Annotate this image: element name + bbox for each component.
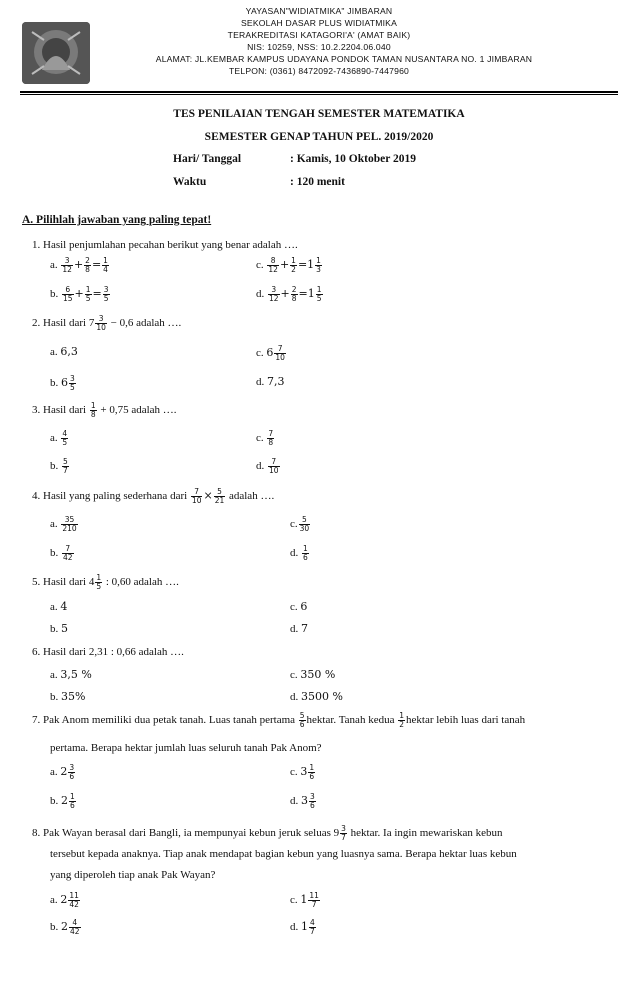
q3-option-a: a. $\frac{4}{5}$ [50, 429, 68, 447]
question-7-line2: pertama. Berapa hektar jumlah luas seluruh tanah Pak Anom? [50, 742, 322, 754]
q6-option-c: c. 350 % [290, 668, 336, 681]
q2-option-b: b. 6 $\frac{3}{5}$ [50, 374, 75, 392]
question-4: 4. Hasil yang paling sederhana dari $\frac{7}{10}$ × $\frac{5}{21}$ adalah …. [32, 487, 275, 505]
header-phone: TELPON: (0361) 8472092-7436890-7447960 [228, 66, 410, 76]
q7-option-c: c. 3 $\frac{1}{6}$ [290, 763, 315, 781]
q6-option-a: a. 3,5 % [50, 668, 92, 681]
question-8-line2: tersebut kepada anaknya. Tiap anak mendapat bagian kebun yang luasnya sama. Berapa hektar luas kebun [50, 848, 517, 860]
day-value: : Kamis, 10 Oktober 2019 [290, 153, 416, 165]
q1-option-a: a. $\frac{3}{12}$ + $\frac{2}{8}$ = $\frac{1}{4}$ [50, 256, 108, 274]
header-school: SEKOLAH DASAR PLUS WIDIATMIKA [240, 18, 398, 28]
q2-option-d: d. 7,3 [256, 375, 285, 388]
question-7-line1: 7. Pak Anom memiliki dua petak tanah. Luas tanah pertama $\frac{5}{6}$ hektar. Tanah kedua $\frac{1}{2}$ hektar lebih luas dari tanah [32, 711, 526, 729]
header-foundation: YAYASAN"WIDIATMIKA" JIMBARAN [245, 6, 393, 16]
header-accreditation: TERAKREDITASI KATAGORI'A' (AMAT BAIK) [227, 30, 411, 40]
question-6: 6. Hasil dari 2,31 : 0,66 adalah …. [32, 646, 184, 658]
day-label: Hari/ Tanggal [173, 153, 242, 165]
header-nis: NIS: 10259, NSS: 10.2.2204.06.040 [247, 42, 391, 52]
time-value: : 120 menit [290, 176, 345, 188]
q4-option-a: a. $\frac{35}{210}$ [50, 515, 77, 533]
exam-title: TES PENILAIAN TENGAH SEMESTER MATEMATIKA [173, 108, 465, 120]
time-label: Waktu [173, 176, 207, 188]
q7-option-d: d. 3 $\frac{3}{6}$ [290, 792, 315, 810]
header-address: ALAMAT: JL.KEMBAR KAMPUS UDAYANA PONDOK TAMAN NUSANTARA NO. 1 JIMBARAN [155, 54, 533, 64]
header-rule [20, 91, 618, 93]
q8-option-b: b. 2 $\frac{4}{42}$ [50, 918, 80, 936]
question-1: 1. Hasil penjumlahan pecahan berikut yang benar adalah …. [32, 239, 298, 251]
section-heading: A. Pilihlah jawaban yang paling tepat! [22, 214, 212, 226]
header-rule-thin [20, 94, 618, 95]
q3-option-d: d. $\frac{7}{10}$ [256, 457, 279, 475]
q6-option-b: b. 35% [50, 690, 86, 703]
q1-option-c: c. $\frac{8}{12}$ + $\frac{1}{2}$ =1 $\frac{1}{3}$ [256, 256, 321, 274]
q3-option-b: b. $\frac{5}{7}$ [50, 457, 68, 475]
q4-option-d: d. $\frac{1}{6}$ [290, 544, 308, 562]
q5-option-c: c. 6 [290, 600, 308, 613]
q5-option-d: d. 7 [290, 622, 308, 635]
q4-option-c: c. $\frac{5}{30}$ [290, 515, 310, 533]
q3-option-c: c. $\frac{7}{8}$ [256, 429, 274, 447]
q1-option-d: d. $\frac{3}{12}$ + $\frac{2}{8}$ =1 $\frac{1}{5}$ [256, 285, 322, 303]
question-8-line3: yang diperoleh tiap anak Pak Wayan? [50, 869, 216, 881]
q5-option-b: b. 5 [50, 622, 68, 635]
question-5: 5. Hasil dari 4 $\frac{1}{5}$ : 0,60 adalah …. [32, 573, 179, 591]
q8-option-d: d. 1 $\frac{4}{7}$ [290, 918, 315, 936]
q8-option-c: c. 1 $\frac{11}{7}$ [290, 891, 319, 909]
q4-option-b: b. $\frac{7}{42}$ [50, 544, 73, 562]
question-3: 3. Hasil dari $\frac{1}{8}$ + 0,75 adalah …. [32, 401, 177, 419]
q7-option-a: a. 2 $\frac{3}{6}$ [50, 763, 75, 781]
q1-option-b: b. $\frac{6}{15}$ + $\frac{1}{5}$ = $\frac{3}{5}$ [50, 285, 109, 303]
exam-semester: SEMESTER GENAP TAHUN PEL. 2019/2020 [204, 131, 434, 143]
q8-option-a: a. 2 $\frac{11}{42}$ [50, 891, 79, 909]
q2-option-c: c. 6 $\frac{7}{10}$ [256, 344, 285, 362]
question-2: 2. Hasil dari 7 $\frac{3}{10}$ − 0,6 adalah …. [32, 314, 182, 332]
q2-option-a: a. 6,3 [50, 345, 78, 358]
question-8-line1: 8. Pak Wayan berasal dari Bangli, ia mempunyai kebun jeruk seluas 9 $\frac{3}{7}$ hektar. Ia ingin mewariskan kebun [32, 824, 503, 842]
q5-option-a: a. 4 [50, 600, 68, 613]
q7-option-b: b. 2 $\frac{1}{6}$ [50, 792, 75, 810]
q6-option-d: d. 3500 % [290, 690, 343, 703]
